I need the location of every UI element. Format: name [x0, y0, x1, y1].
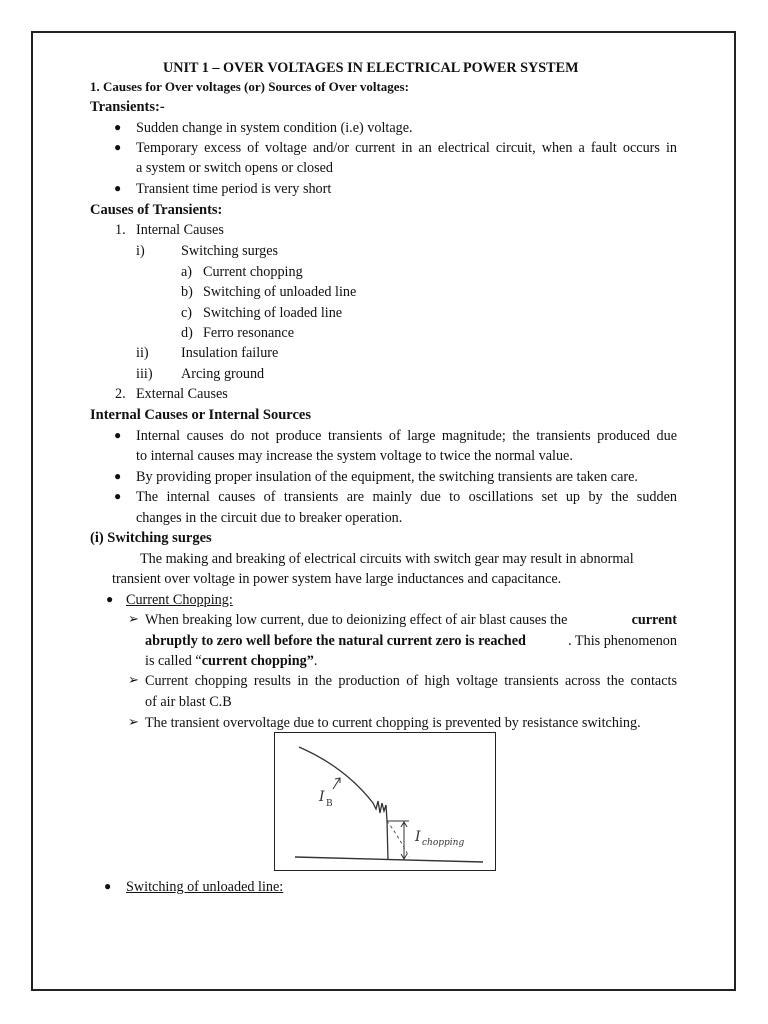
- switching-paragraph: The making and breaking of electrical circuits with switch gear may result in abnormal: [140, 551, 634, 567]
- list-letter: b): [181, 284, 193, 300]
- bullet-icon: ●: [114, 489, 122, 503]
- list-item-switching: Switching surges: [181, 243, 279, 259]
- cc-point-1-end: [145, 651, 317, 671]
- arrowhead-icon: ➢: [128, 611, 139, 626]
- current-chopping-sketch: [275, 733, 495, 870]
- list-number: 1.: [115, 222, 126, 238]
- section-heading-causes: 1. Causes for Over voltages (or) Sources of Over voltages:: [90, 79, 409, 94]
- arrowhead-icon: ➢: [128, 672, 139, 687]
- internal-bullet-cont: to internal causes may increase the system voltage to twice the normal value.: [136, 448, 573, 464]
- internal-bullet-cont: changes in the circuit due to breaker operation.: [136, 510, 403, 526]
- cc-point-1-bold-cont: abruptly to zero well before the natural current zero is reached: [145, 633, 526, 649]
- current-chopping-label: Current Chopping:: [126, 592, 233, 608]
- causes-heading: Causes of Transients:: [90, 202, 223, 218]
- list-roman: ii): [136, 345, 149, 361]
- list-number: 2.: [115, 386, 126, 402]
- transient-bullet: Sudden change in system condition (i.e) voltage.: [136, 120, 413, 136]
- switching-surges-heading: (i) Switching surges: [90, 530, 212, 546]
- chop-magnitude-arrow: [401, 822, 407, 859]
- bullet-icon: ●: [114, 140, 122, 154]
- switching-unloaded-line-label: Switching of unloaded line:: [126, 879, 284, 895]
- transient-bullet: Temporary excess of voltage and/or current in an electrical circuit, when a fault occurs in: [136, 140, 677, 156]
- transient-bullet: Transient time period is very short: [136, 181, 332, 197]
- list-item: Switching of loaded line: [203, 305, 343, 321]
- cc-point-1-bold: current: [631, 612, 677, 628]
- ib-label-sub: B: [326, 799, 333, 809]
- cc-point-1-tail: . This phenomenon: [568, 633, 677, 649]
- bold-term: current chopping”: [201, 653, 314, 669]
- bullet-icon: ●: [114, 120, 122, 134]
- text-span: .: [313, 653, 318, 669]
- page-title: UNIT 1 – OVER VOLTAGES IN ELECTRICAL POWER SYSTEM: [163, 60, 579, 76]
- arrowhead-icon: ➢: [128, 714, 139, 729]
- cc-point-2-cont: of air blast C.B: [145, 694, 232, 710]
- cc-point-2: Current chopping results in the production of high voltage transients across the contacts: [145, 673, 677, 689]
- cc-point-1-cont: [145, 631, 677, 651]
- current-curve: [299, 747, 386, 813]
- bullet-icon: ●: [114, 469, 122, 483]
- chop-drop-line: [386, 805, 388, 860]
- list-roman: iii): [136, 366, 153, 382]
- text-span: is called “: [145, 653, 202, 669]
- bullet-icon: ●: [104, 879, 112, 893]
- cc-point-1: [145, 610, 677, 630]
- cc-point-3: The transient overvoltage due to current chopping is prevented by resistance switching.: [145, 715, 641, 731]
- natural-decay-dashed: [387, 821, 409, 857]
- zero-axis-line: [295, 857, 483, 862]
- internal-causes-heading: Internal Causes or Internal Sources: [90, 407, 311, 423]
- bullet-icon: ●: [106, 592, 114, 606]
- list-letter: c): [181, 305, 193, 321]
- bullet-icon: ●: [114, 181, 122, 195]
- list-item-internal: Internal Causes: [136, 222, 224, 238]
- transients-heading: Transients:-: [90, 99, 165, 115]
- switching-paragraph-cont: transient over voltage in power system have large inductances and capacitance.: [112, 571, 562, 587]
- cc-point-1-text: When breaking low current, due to deionizing effect of air blast causes the: [145, 612, 568, 628]
- list-item: Ferro resonance: [203, 325, 294, 341]
- ib-pointer-arrow: [333, 778, 340, 789]
- list-item-external: External Causes: [136, 386, 228, 402]
- bullet-icon: ●: [114, 428, 122, 442]
- ichopping-label: I: [415, 829, 421, 845]
- list-letter: a): [181, 264, 193, 280]
- ib-label: I: [319, 789, 325, 805]
- internal-bullet: The internal causes of transients are mainly due to oscillations set up by the sudden: [136, 489, 677, 505]
- transient-bullet-cont: a system or switch opens or closed: [136, 160, 334, 176]
- list-letter: d): [181, 325, 193, 341]
- current-chopping-figure: [274, 732, 496, 871]
- list-item: Arcing ground: [181, 366, 265, 382]
- internal-bullet: Internal causes do not produce transients of large magnitude; the transients produced due: [136, 428, 677, 444]
- ichopping-label-sub: chopping: [422, 838, 465, 848]
- list-item: Insulation failure: [181, 345, 279, 361]
- internal-bullet: By providing proper insulation of the equipment, the switching transients are taken care.: [136, 469, 638, 485]
- list-item: Switching of unloaded line: [203, 284, 357, 300]
- list-item: Current chopping: [203, 264, 303, 280]
- list-roman: i): [136, 243, 145, 259]
